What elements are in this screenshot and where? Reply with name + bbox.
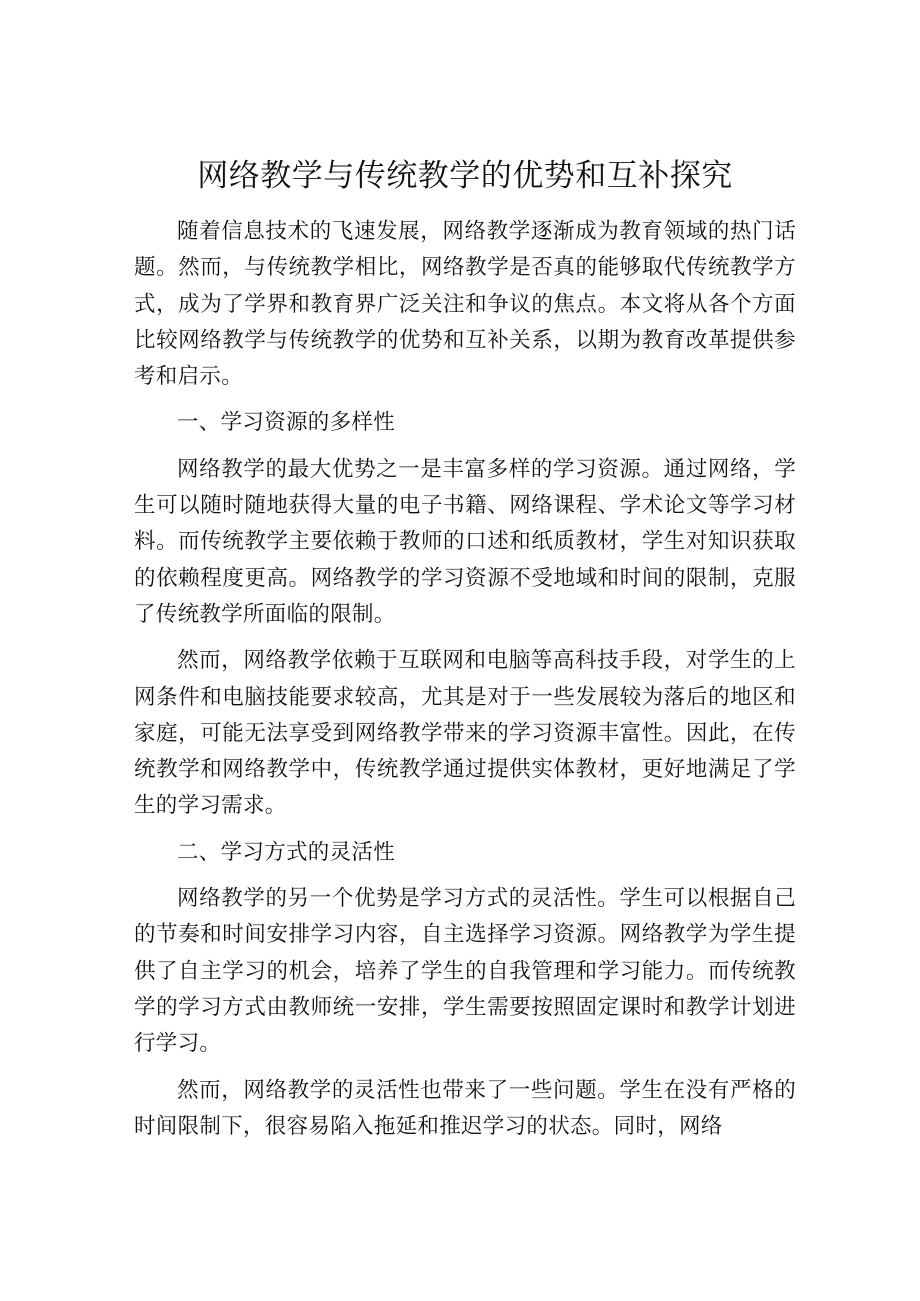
section-heading-resources: 一、学习资源的多样性 (177, 410, 396, 436)
document-page (134, 152, 796, 1155)
section-resources-paragraph-2: 然而，网络教学依赖于互联网和电脑等高科技手段，对学生的上网条件和电脑技能要求较高，尤其是对于一些发展较为落后的地区和家庭，可能无法享受到网络教学带来的学习资源丰富性。因此，在传统教学和网络教学中，传统教学通过提供实体教材，更好地满足了学生的学习需求。 (134, 648, 796, 819)
section-flexibility-paragraph-2: 然而，网络教学的灵活性也带来了一些问题。学生在没有严格的时间限制下，很容易陷入拖延和推迟学习的状态。同时，网络 (134, 1077, 796, 1139)
section-heading-flexibility: 二、学习方式的灵活性 (177, 839, 396, 865)
section-flexibility-paragraph-1: 网络教学的另一个优势是学习方式的灵活性。学生可以根据自己的节奏和时间安排学习内容，自主选择学习资源。网络教学为学生提供了自主学习的机会，培养了学生的自我管理和学习能力。而传统教学的学习方式由教师统一安排，学生需要按照固定课时和教学计划进行学习。 (134, 886, 796, 1057)
section-resources-paragraph-1: 网络教学的最大优势之一是丰富多样的学习资源。通过网络，学生可以随时随地获得大量的电子书籍、网络课程、学术论文等学习材料。而传统教学主要依赖于教师的口述和纸质教材，学生对知识获取的依赖程度更高。网络教学的学习资源不受地域和时间的限制，克服了传统教学所面临的限制。 (134, 456, 796, 627)
intro-paragraph: 随着信息技术的飞速发展，网络教学逐渐成为教育领域的热门话题。然而，与传统教学相比，网络教学是否真的能够取代传统教学方式，成为了学界和教育界广泛关注和争议的焦点。本文将从各个方面比较网络教学与传统教学的优势和互补关系，以期为教育改革提供参考和启示。 (134, 219, 796, 390)
document-title: 网络教学与传统教学的优势和互补探究 (197, 158, 733, 194)
